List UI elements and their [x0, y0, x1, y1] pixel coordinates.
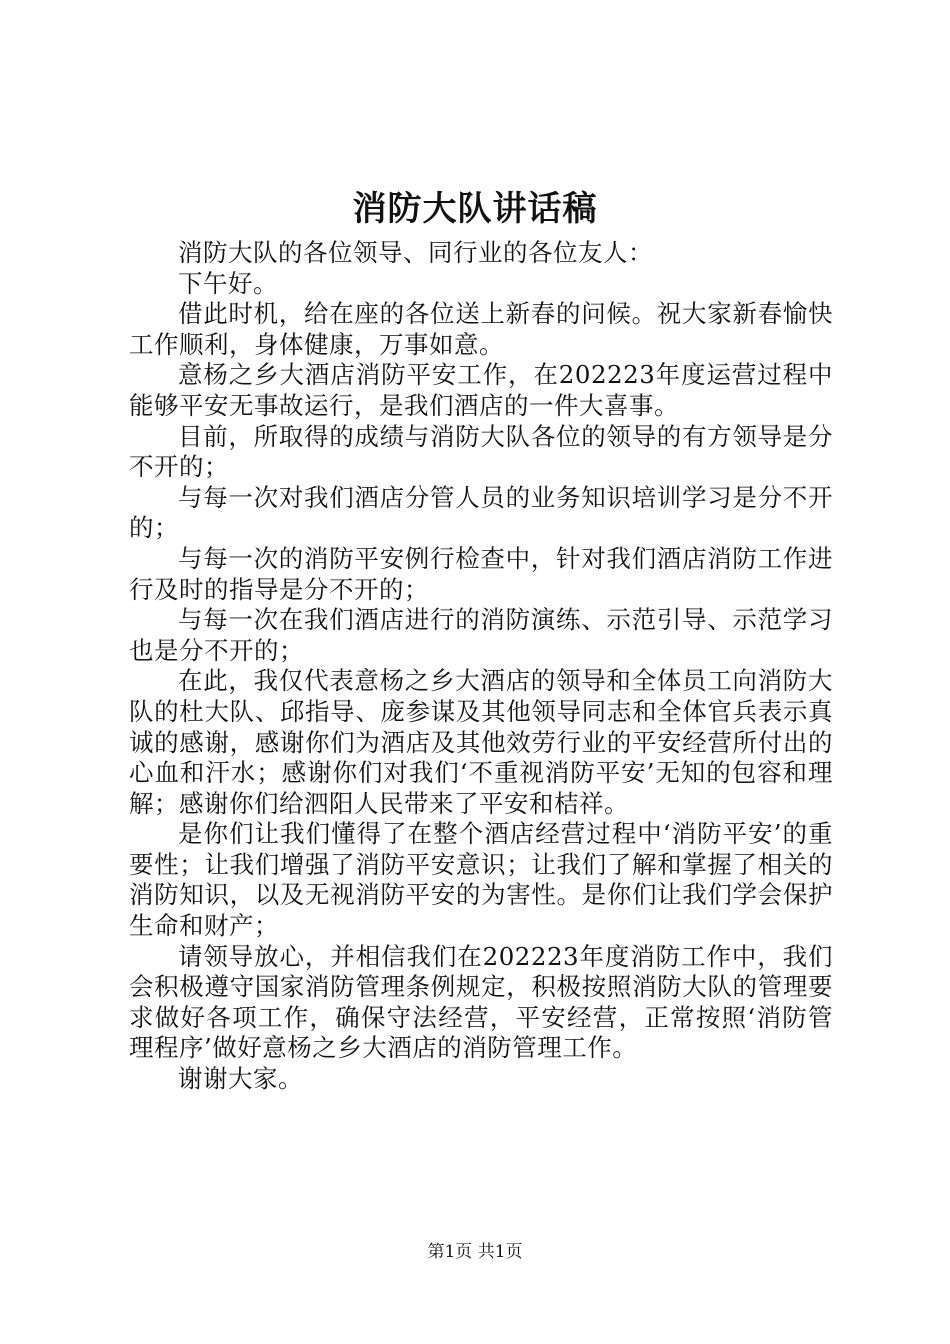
paragraph: 目前，所取得的成绩与消防大队各位的领导的有方领导是分不开的；: [129, 421, 833, 482]
document-title: 消防大队讲话稿: [352, 189, 598, 229]
paragraph: 借此时机，给在座的各位送上新春的问候。祝大家新春愉快工作顺利，身体健康，万事如意。: [129, 299, 833, 359]
paragraph-closing: 谢谢大家。: [178, 1064, 303, 1094]
paragraph: 意杨之乡大酒店消防平安工作，在202223年度运营过程中能够平安无事故运行，是我们酒店的一件大喜事。: [129, 360, 833, 420]
paragraph: 请领导放心，并相信我们在202223年度消防工作中，我们会积极遵守国家消防管理条例规定，积极按照消防大队的管理要求做好各项工作，确保守法经营，平安经营，正常按照‘消防管理程序’做好意杨之乡大酒店的消防管理工作。: [129, 941, 833, 1063]
paragraph: 是你们让我们懂得了在整个酒店经营过程中‘消防平安’的重要性；让我们增强了消防平安意识；让我们了解和掌握了相关的消防知识，以及无视消防平安的为害性。是你们让我们学会保护生命和财产；: [129, 819, 833, 941]
paragraph: 与每一次对我们酒店分管人员的业务知识培训学习是分不开的；: [129, 482, 833, 543]
paragraph-greeting: 下午好。: [178, 268, 278, 298]
paragraph: 与每一次在我们酒店进行的消防演练、示范引导、示范学习也是分不开的；: [129, 605, 833, 665]
paragraph: 在此，我仅代表意杨之乡大酒店的领导和全体员工向消防大队的杜大队、邱指导、庞参谋及其他领导同志和全体官兵表示真诚的感谢，感谢你们为酒店及其他效劳行业的平安经营所付出的心血和汗水；感谢你们对我们‘不重视消防平安’无知的包容和理解；感谢你们给泗阳人民带来了平安和桔祥。: [129, 666, 833, 818]
paragraph: 与每一次的消防平安例行检查中，针对我们酒店消防工作进行及时的指导是分不开的；: [129, 543, 833, 604]
paragraph-salutation: 消防大队的各位领导、同行业的各位友人：: [178, 238, 653, 267]
page-number-footer: 第1页 共1页: [427, 1242, 523, 1262]
document-body: [129, 238, 833, 1095]
